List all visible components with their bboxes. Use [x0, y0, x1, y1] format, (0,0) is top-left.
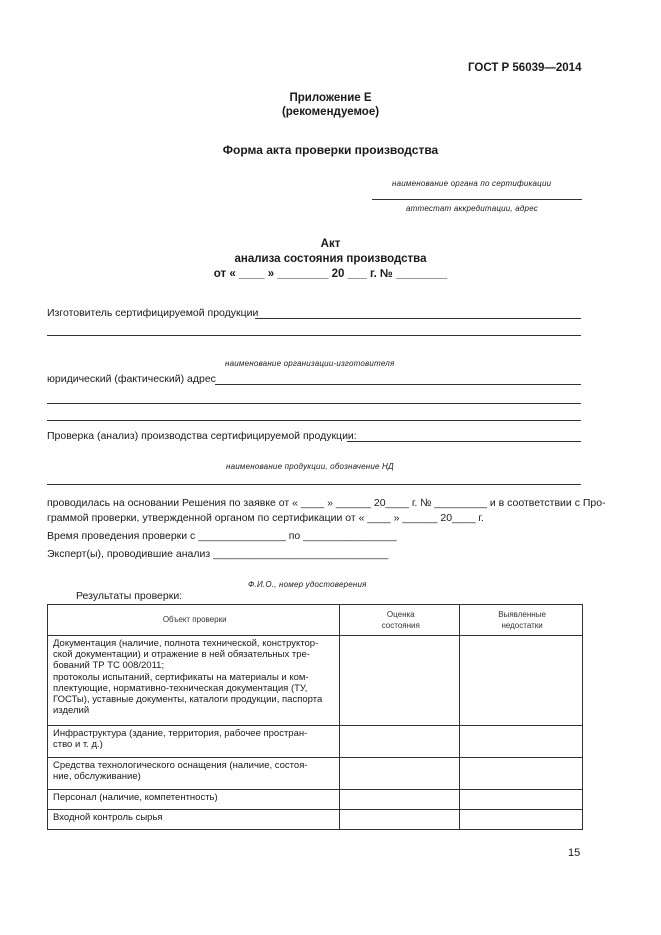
row-personnel: Персонал (наличие, компетентность): [48, 790, 340, 810]
address-field[interactable]: [215, 384, 581, 385]
product-field-2[interactable]: [47, 484, 581, 485]
row-raw-materials: Входной контроль сырья: [48, 810, 340, 830]
address-field-3[interactable]: [47, 420, 581, 421]
table-row: [48, 790, 583, 810]
results-table: [47, 604, 583, 830]
manufacturer-caption: наименование организации-изготовителя: [225, 359, 395, 368]
table-row: [48, 636, 583, 726]
cell-deficiencies[interactable]: [460, 810, 583, 830]
address-label: юридический (фактический) адрес: [47, 373, 216, 385]
row-equipment: Средства технологического оснащения (наличие, состоя- ние, обслуживание): [48, 758, 340, 790]
cell-deficiencies[interactable]: [460, 636, 583, 726]
table-row: [48, 758, 583, 790]
header-deficiencies: Выявленные недостатки: [460, 605, 583, 636]
experts-caption: Ф.И.О., номер удостоверения: [248, 580, 367, 589]
header-assessment: Оценка состояния: [340, 605, 460, 636]
act-date-line: от « ____ » ________ 20 ___ г. № ________: [213, 268, 448, 280]
row-documentation: Документация (наличие, полнота технической, конструктор- ской документации) и отражение в ней обязательных тре- бований ТР ТС 008/2011; протоколы испытаний, сертификаты на материалы и ком- плектующие, нормативно-техническая документация (ТУ, ГОСТы), уставные документы, каталоги продукции, паспорта изделий: [48, 636, 340, 726]
basis-line-2: граммой проверки, утвержденной органом по сертификации от « ____ » ______ 20____ г.: [47, 512, 484, 524]
cell-assessment[interactable]: [340, 758, 460, 790]
cell-deficiencies[interactable]: [460, 726, 583, 758]
cell-deficiencies[interactable]: [460, 790, 583, 810]
accreditation-caption: аттестат аккредитации, адрес: [406, 204, 538, 213]
cell-assessment[interactable]: [340, 810, 460, 830]
product-caption: наименование продукции, обозначение НД: [226, 462, 394, 471]
time-line: Время проведения проверки с _______________ по ________________: [47, 530, 397, 542]
form-title: Форма акта проверки производства: [222, 143, 439, 157]
manufacturer-field-2[interactable]: [47, 335, 581, 336]
header-object: Объект проверки: [48, 605, 340, 636]
act-title: Акт: [320, 238, 341, 250]
cert-body-name-caption: наименование органа по сертификации: [392, 179, 552, 188]
standard-number: ГОСТ Р 56039—2014: [468, 62, 582, 74]
act-subtitle: анализа состояния производства: [234, 253, 427, 265]
cell-assessment[interactable]: [340, 790, 460, 810]
basis-line-1: проводилась на основании Решения по заявке от « ____ » ______ 20____ г. № _________ и в соответствии с Про-: [47, 497, 606, 509]
address-field-2[interactable]: [47, 403, 581, 404]
check-label: Проверка (анализ) производства сертифицируемой продукции:: [47, 430, 357, 442]
table-header-row: [48, 605, 583, 636]
experts-line: Эксперт(ы), проводившие анализ ______________________________: [47, 548, 389, 560]
table-row: [48, 810, 583, 830]
manufacturer-field[interactable]: [255, 318, 581, 319]
table-row: [48, 726, 583, 758]
cell-assessment[interactable]: [340, 726, 460, 758]
cert-body-line: [372, 199, 582, 200]
cell-assessment[interactable]: [340, 636, 460, 726]
appendix-title: Приложение Е: [289, 92, 372, 104]
row-infrastructure: Инфраструктура (здание, территория, рабочее простран- ство и т. д.): [48, 726, 340, 758]
page-number: 15: [568, 847, 581, 859]
results-label: Результаты проверки:: [76, 590, 183, 602]
appendix-subtitle: (рекомендуемое): [281, 106, 380, 118]
manufacturer-label: Изготовитель сертифицируемой продукции: [47, 307, 259, 319]
check-field[interactable]: [347, 441, 581, 442]
cell-deficiencies[interactable]: [460, 758, 583, 790]
